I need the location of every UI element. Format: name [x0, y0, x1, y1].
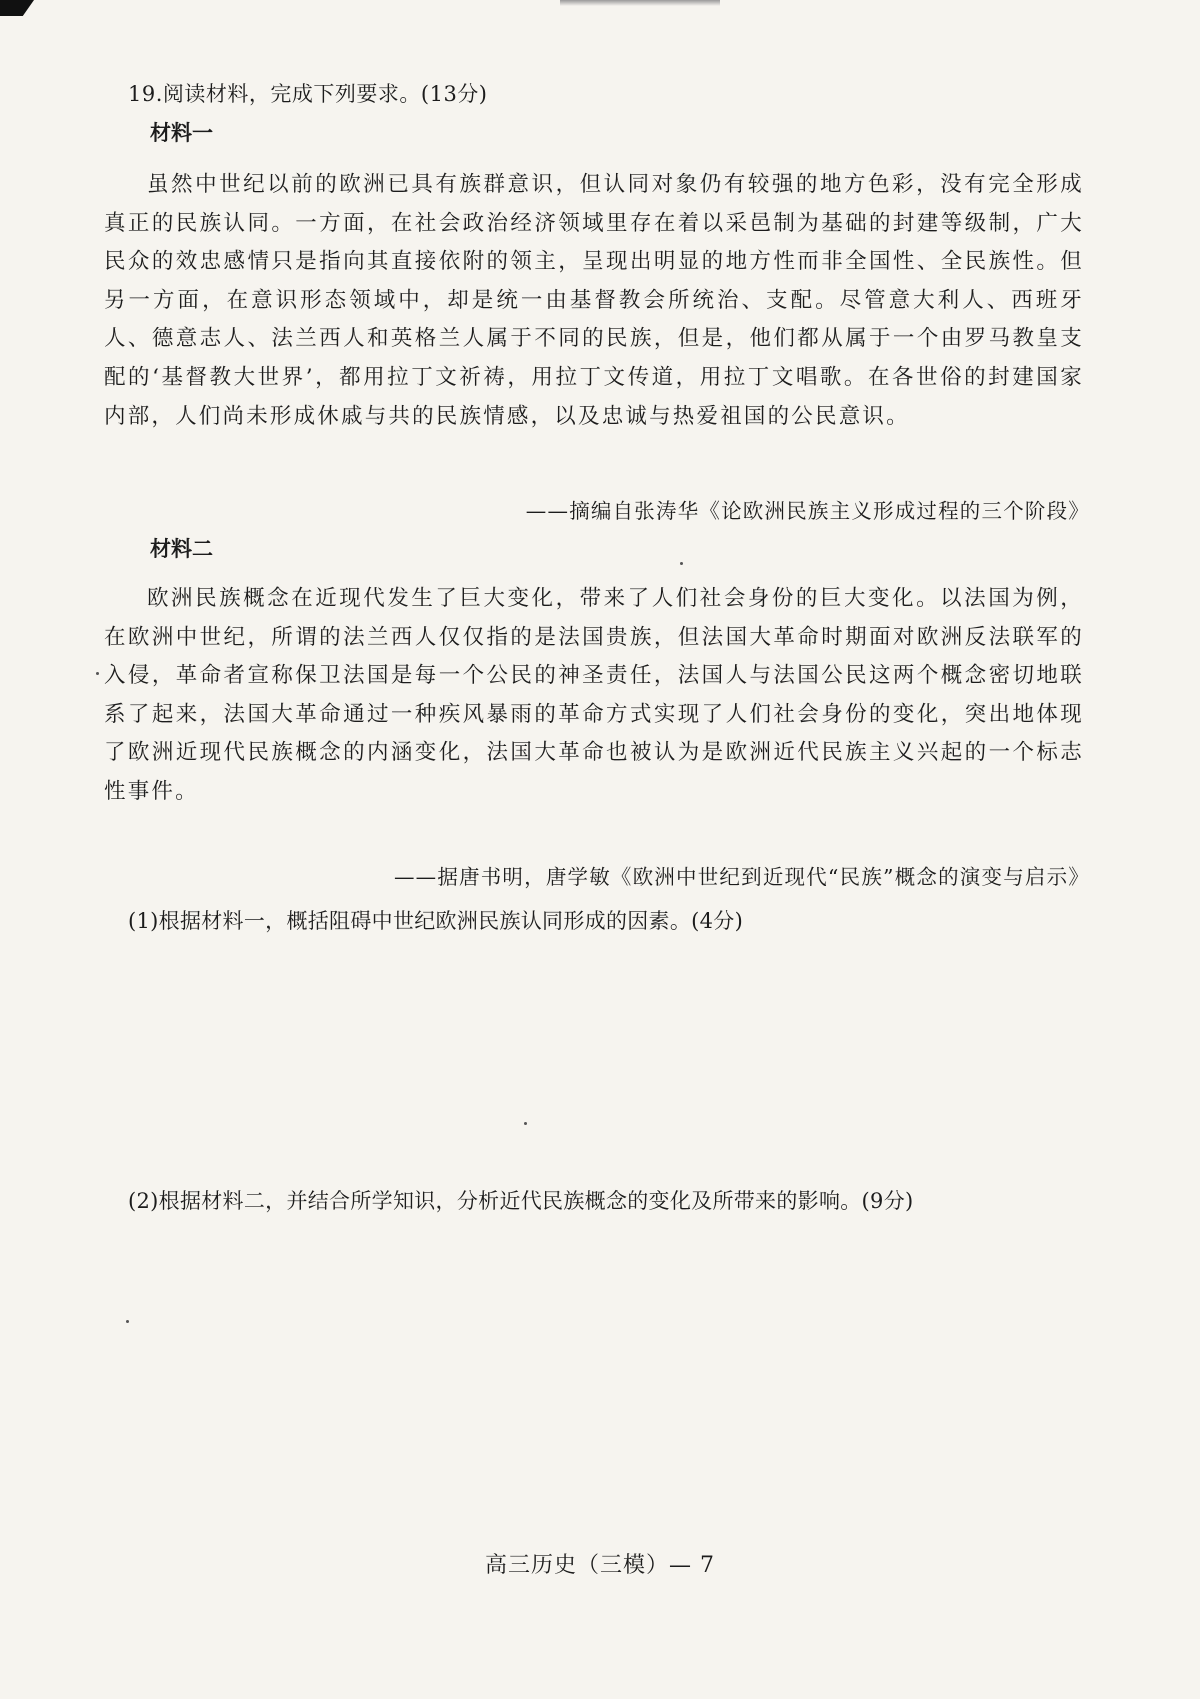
material-1-citation: ——摘编自张涛华《论欧洲民族主义形成过程的三个阶段》 [525, 499, 1090, 523]
answer-area-1[interactable] [104, 945, 1084, 1165]
material-2-text: 欧洲民族概念在近现代发生了巨大变化，带来了人们社会身份的巨大变化。以法国为例，在欧洲中世纪，所谓的法兰西人仅仅指的是法国贵族，但法国大革命时期面对欧洲反法联军的入侵，革命者宣称保卫法国是每一个公民的神圣责任，法国人与法国公民这两个概念密切地联系了起来，法国大革命通过一种疾风暴雨的革命方式实现了人们社会身份的变化，突出地体现了欧洲近现代民族概念的内涵变化，法国大革命也被认为是欧洲近代民族主义兴起的一个标志性事件。 [104, 586, 1084, 804]
page-footer: 高三历史（三模）— 7 [485, 1553, 715, 1578]
material-2-title: 材料二 [150, 537, 213, 561]
question-header: 19.阅读材料，完成下列要求。(13分) [128, 82, 488, 106]
scan-speck [524, 1122, 527, 1125]
answer-area-2[interactable] [104, 1225, 1084, 1525]
sub-question-2: (2)根据材料二，并结合所学知识，分析近代民族概念的变化及所带来的影响。(9分) [128, 1189, 914, 1213]
material-2-citation: ——据唐书明，唐学敏《欧洲中世纪到近现代“民族”概念的演变与启示》 [393, 865, 1090, 889]
sub-question-1: (1)根据材料一，概括阻碍中世纪欧洲民族认同形成的因素。(4分) [128, 909, 744, 933]
material-1-text: 虽然中世纪以前的欧洲已具有族群意识，但认同对象仍有较强的地方色彩，没有完全形成真正的民族认同。一方面，在社会政治经济领域里存在着以采邑制为基础的封建等级制，广大民众的效忠感情只是指向其直接依附的领主，呈现出明显的地方性而非全国性、全民族性。但另一方面，在意识形态领域中，却是统一由基督教会所统治、支配。尽管意大利人、西班牙人、德意志人、法兰西人和英格兰人属于不同的民族，但是，他们都从属于一个由罗马教皇支配的‘基督教大世界’，都用拉丁文祈祷，用拉丁文传道，用拉丁文唱歌。在各世俗的封建国家内部，人们尚未形成休戚与共的民族情感，以及忠诚与热爱祖国的公民意识。 [104, 172, 1084, 429]
scan-speck [96, 672, 99, 675]
material-1-title: 材料一 [150, 121, 213, 145]
scan-speck [126, 1320, 129, 1323]
scan-speck [680, 562, 683, 565]
